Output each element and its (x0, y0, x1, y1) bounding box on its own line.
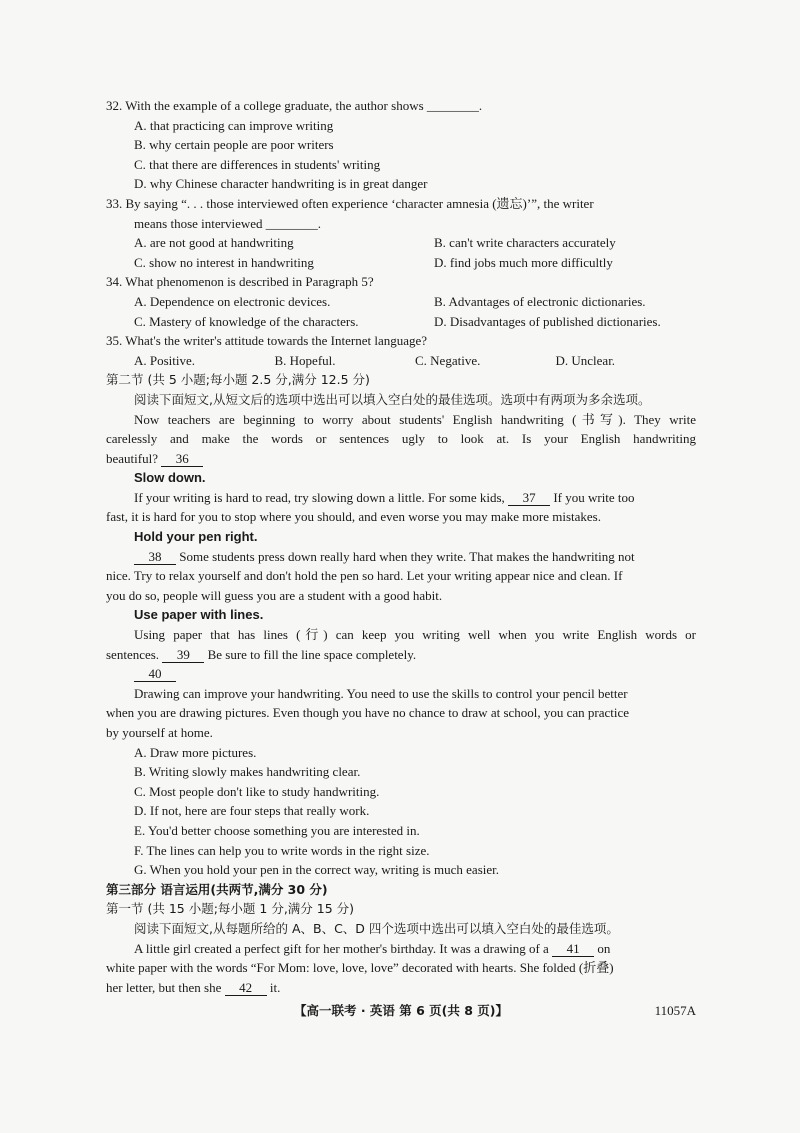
passage-p3-line1-post: Some students press down really hard when they write. That makes the handwriting not (179, 548, 635, 564)
q34-option-b: B. Advantages of electronic dictionaries. (434, 293, 646, 309)
part3-line1-pre: A little girl created a perfect gift for her mother's birthday. It was a drawing of a (134, 940, 549, 956)
q35-option-b: B. Hopeful. (274, 352, 336, 368)
passage-p3-line2: nice. Try to relax yourself and don't hold the pen so hard. Let your writing appear nice and clean. If (106, 568, 623, 584)
passage-p2-line1-pre: If your writing is hard to read, try slowing down a little. For some kids, (134, 489, 505, 505)
heading-slow-down: Slow down. (134, 470, 206, 486)
passage-p3-line3: you do so, people will guess you are a student with a good habit. (106, 587, 443, 603)
part3-line1 (106, 939, 696, 959)
q32-option-b: B. why certain people are poor writers (134, 137, 334, 153)
part3-line1-post: on (597, 940, 611, 956)
passage-p5-line2: when you are drawing pictures. Even though you have no chance to draw at school, you can practice (106, 705, 630, 721)
q32-option-c: C. that there are differences in students' writing (134, 156, 381, 172)
passage-p4-line2 (106, 645, 696, 665)
blank-41[interactable]: 41 (552, 942, 594, 957)
q34-option-c: C. Mastery of knowledge of the characters. (134, 313, 359, 329)
q35-options (106, 351, 696, 371)
passage-blank40-line (106, 664, 696, 684)
q35-option-d: D. Unclear. (555, 352, 616, 368)
passage-p5-line1: Drawing can improve your handwriting. You need to use the skills to control your pencil better (134, 685, 628, 701)
blank-38[interactable]: 38 (134, 550, 176, 565)
passage-p2-line1-post: If you write too (553, 489, 635, 505)
passage-p1-line1: Now teachers are beginning to worry about students' English handwriting (书写). They write (134, 411, 696, 427)
q34-options-row1 (106, 292, 696, 312)
part3-line2: white paper with the words “For Mom: love, love, love” decorated with hearts. She folded (折叠) (106, 960, 614, 976)
part3-section1-title: 第一节 (共 15 小题;每小题 1 分,满分 15 分) (106, 901, 355, 917)
blank-42[interactable]: 42 (225, 981, 267, 996)
footer-code: 11057A (654, 1003, 696, 1018)
passage-p1-line3 (106, 449, 696, 469)
passage-p1-line2: carelessly and make the words or sentences ugly to look at. Is your English handwriting (106, 431, 696, 447)
q34-stem: 34. What phenomenon is described in Paragraph 5? (106, 274, 374, 290)
heading-paper-lines: Use paper with lines. (134, 607, 264, 623)
footer-title: 【高一联考 · 英语 第 6 页(共 8 页)】 (293, 1003, 509, 1018)
passage-p2-line1 (106, 488, 696, 508)
part3-instruction: 阅读下面短文,从每题所给的 A、B、C、D 四个选项中选出可以填入空白处的最佳选项。 (134, 920, 619, 936)
passage-p5-line3: by yourself at home. (106, 725, 213, 740)
q34-options-row2 (106, 312, 696, 332)
blank-36[interactable]: 36 (161, 452, 203, 467)
option-b: B. Writing slowly makes handwriting clear. (134, 764, 361, 780)
q32-option-a: A. that practicing can improve writing (134, 117, 334, 133)
q35-option-c: C. Negative. (415, 352, 481, 368)
q32-option-d: D. why Chinese character handwriting is in great danger (134, 176, 428, 192)
option-a: A. Draw more pictures. (134, 744, 257, 760)
q35-option-a: A. Positive. (134, 352, 196, 368)
part3-line3 (106, 978, 696, 998)
part3-line3-pre: her letter, but then she (106, 979, 222, 995)
q35-stem: 35. What's the writer's attitude towards the Internet language? (106, 333, 428, 349)
q33-options-row2 (106, 253, 696, 273)
section2-title: 第二节 (共 5 小题;每小题 2.5 分,满分 12.5 分) (106, 372, 370, 388)
q33-stem-line2: means those interviewed ________. (134, 215, 322, 231)
blank-39[interactable]: 39 (162, 648, 204, 663)
q34-option-a: A. Dependence on electronic devices. (134, 293, 331, 309)
q33-options-row1 (106, 233, 696, 253)
part3-title: 第三部分 语言运用(共两节,满分 30 分) (106, 881, 328, 897)
q33-option-c: C. show no interest in handwriting (134, 254, 314, 270)
blank-37[interactable]: 37 (508, 491, 550, 506)
passage-p4-line2-post: Be sure to fill the line space completely. (207, 646, 417, 662)
q33-option-d: D. find jobs much more difficultly (434, 254, 613, 270)
q32-stem: 32. With the example of a college graduate, the author shows ________. (106, 98, 483, 113)
option-g: G. When you hold your pen in the correct way, writing is much easier. (134, 862, 499, 878)
page-footer (106, 1001, 696, 1021)
option-c: C. Most people don't like to study handwriting. (134, 783, 380, 799)
part3-line3-post: it. (269, 979, 281, 995)
option-e: E. You'd better choose something you are interested in. (134, 822, 420, 838)
passage-p2-line2: fast, it is hard for you to stop where you should, and even worse you may make more mistakes. (106, 509, 601, 525)
option-d: D. If not, here are four steps that really work. (134, 803, 370, 819)
q33-stem-line1: 33. By saying “. . . those interviewed often experience ‘character amnesia (遗忘)’”, the writer (106, 195, 594, 211)
blank-40[interactable]: 40 (134, 667, 176, 682)
passage-p4-line2-pre: sentences. (106, 646, 160, 662)
q33-option-b: B. can't write characters accurately (434, 235, 616, 251)
passage-p3-line1 (106, 547, 696, 567)
passage-p1-line3-text: beautiful? (106, 450, 158, 466)
heading-hold-pen: Hold your pen right. (134, 529, 258, 545)
q33-option-a: A. are not good at handwriting (134, 235, 294, 251)
option-f: F. The lines can help you to write words in the right size. (134, 842, 430, 858)
passage-p4-line1: Using paper that has lines (行) can keep you writing well when you write English words or (134, 627, 696, 643)
q34-option-d: D. Disadvantages of published dictionaries. (434, 313, 661, 329)
section2-instruction: 阅读下面短文,从短文后的选项中选出可以填入空白处的最佳选项。选项中有两项为多余选项。 (134, 391, 651, 407)
